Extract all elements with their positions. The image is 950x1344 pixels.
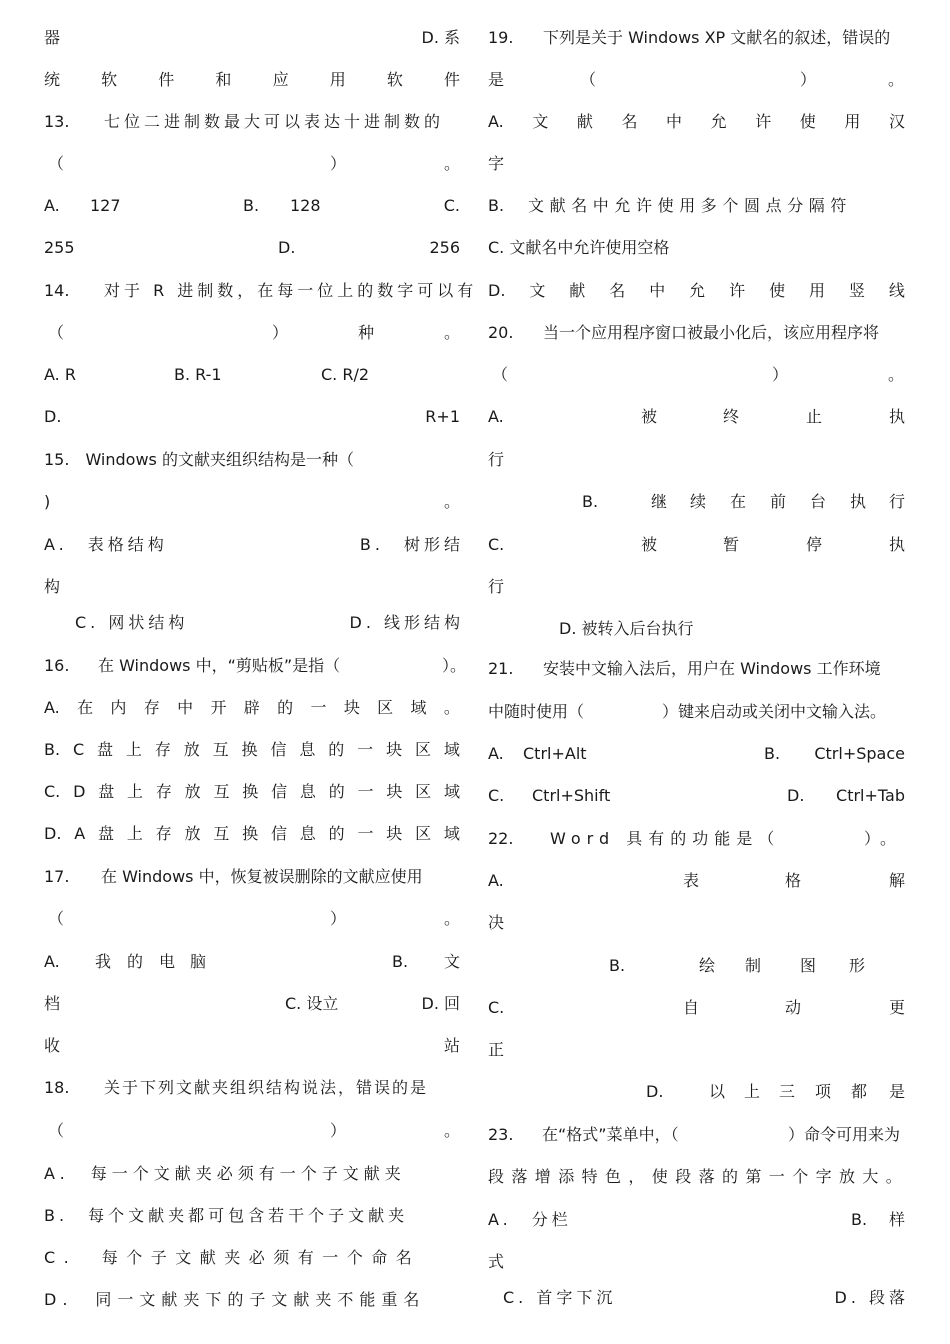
q19-option-c <box>488 236 905 260</box>
text-char: 上 <box>125 740 142 759</box>
paren-close: ） <box>272 323 289 342</box>
text-char: C <box>72 740 85 759</box>
text-char: 更 <box>888 998 905 1017</box>
text-char: 息 <box>299 824 316 843</box>
text-char: 的 <box>328 824 345 843</box>
q20-text: 当一个应用程序窗口被最小化后，该应用程序将 <box>543 323 880 342</box>
text-char: 互 <box>213 782 230 801</box>
text-char: 止 <box>806 407 823 426</box>
text-char: 件 <box>158 70 175 89</box>
option: D. 回 <box>421 994 460 1013</box>
text-char: 统 <box>44 70 61 89</box>
q20-blank <box>488 363 905 387</box>
text-char: 执 <box>888 407 905 426</box>
text-char: 内 <box>110 698 127 717</box>
text-char: 信 <box>271 782 288 801</box>
text-char: 竖 <box>848 281 865 300</box>
text-char: 存 <box>143 698 160 717</box>
option-value: Ctrl+Space <box>814 744 905 763</box>
q14-blank <box>44 321 460 345</box>
q22-option-a <box>488 869 905 893</box>
q19-stem <box>488 26 905 50</box>
text-char: 区 <box>377 698 394 717</box>
text-char: 域 <box>410 698 427 717</box>
text-char: 台 <box>810 492 827 511</box>
text-char: D <box>73 782 86 801</box>
option-label: A. <box>488 871 504 890</box>
option-label: A. <box>488 744 504 763</box>
text-char: 上 <box>126 824 143 843</box>
text-char: 图 <box>800 956 817 975</box>
q15-cont <box>44 575 460 599</box>
text-char: 域 <box>443 740 460 759</box>
paren-open: （ <box>48 323 65 342</box>
text-char: 字 <box>488 154 505 173</box>
option-label: C. <box>488 535 505 554</box>
q21-number: 21. <box>488 659 514 678</box>
q18-option-d <box>44 1288 460 1312</box>
q22-stem <box>488 827 905 851</box>
text-char: 应 <box>272 70 289 89</box>
q12-tail-text: 器 <box>44 28 61 47</box>
option: A. R <box>44 365 76 384</box>
period: 。 <box>444 1121 461 1140</box>
text-char: 前 <box>770 492 787 511</box>
text-char: 格 <box>785 871 802 890</box>
text-char: 用 <box>844 112 861 131</box>
text-char: 的 <box>277 698 294 717</box>
text-char: 的 <box>328 740 345 759</box>
text-char: 区 <box>414 740 431 759</box>
paren-close: ） <box>772 365 789 384</box>
option: D. 段落 <box>834 1288 909 1307</box>
text-char: 换 <box>242 824 259 843</box>
period: 。 <box>444 323 461 342</box>
option: C. 首字下沉 <box>503 1288 617 1307</box>
q22-option-c <box>488 996 905 1020</box>
option-value: 256 <box>429 238 460 257</box>
text-char: 许 <box>755 112 772 131</box>
q17-options-cont2 <box>44 1034 460 1058</box>
q15-text: 15. Windows 的文献夹组织结构是一种（ <box>44 450 354 469</box>
q19-blank <box>488 68 905 92</box>
text-char: 脑 <box>190 952 207 971</box>
option: A. 表格结构 <box>44 535 168 554</box>
q16-stem <box>44 654 467 678</box>
q19-option-b <box>488 194 905 218</box>
q13-text: 七位二进制数最大可以表达十进制数的 <box>104 112 445 131</box>
q15-options <box>44 533 464 557</box>
q20-cont <box>488 448 905 472</box>
option-label: C. <box>443 196 460 215</box>
text-char: 名 <box>621 112 638 131</box>
option-label: C. <box>488 998 505 1017</box>
text-char: 放 <box>184 782 201 801</box>
q19-number: 19. <box>488 28 514 47</box>
period: 。 <box>888 365 905 384</box>
text-char: 样 <box>888 1210 905 1229</box>
q15-blank <box>44 490 460 514</box>
q16-text: 在 Windows 中，“剪贴板”是指（ <box>98 656 341 675</box>
text-char: 一 <box>357 740 374 759</box>
text-char: 名 <box>609 281 626 300</box>
text-char: 用 <box>809 281 826 300</box>
option-label: B. <box>764 744 781 763</box>
period: 。 <box>888 70 905 89</box>
option-value: R+1 <box>425 407 460 426</box>
text-char: 的 <box>127 952 144 971</box>
text-char: 都 <box>851 1082 868 1101</box>
text-char: 式 <box>488 1252 505 1271</box>
q20-cont2 <box>488 575 905 599</box>
text-char: 文 <box>532 112 549 131</box>
option: D. 线形结构 <box>349 613 464 632</box>
option: D. 同一文献夹下的子文献夹不能重名 <box>44 1290 426 1309</box>
text-char: 存 <box>155 824 172 843</box>
q16-option-a <box>44 696 460 720</box>
text-char: 动 <box>785 998 802 1017</box>
text-char: 域 <box>443 824 460 843</box>
option: C. 每个子文献夹必须有一个命名 <box>44 1248 421 1267</box>
q17-options <box>44 950 460 974</box>
q20-option-b <box>488 490 905 514</box>
text-char: 制 <box>745 956 762 975</box>
q21-text: 安装中文输入法后，用户在 Windows 工作环境 <box>543 659 881 678</box>
text-char: 一 <box>310 698 327 717</box>
q18-option-c <box>44 1246 460 1270</box>
text-char: 决 <box>488 913 505 932</box>
text-char: 允 <box>710 112 727 131</box>
option-text: 文献名中允许使用多个圆点分隔符 <box>528 196 853 215</box>
q21-stem <box>488 657 905 681</box>
option-value: Ctrl+Tab <box>836 786 905 805</box>
text-char: 执 <box>850 492 867 511</box>
text-char: 暂 <box>723 535 740 554</box>
text-char: 一 <box>357 782 374 801</box>
q13-options-cont <box>44 236 460 260</box>
q22-option-b <box>488 954 905 978</box>
text-char: 的 <box>328 782 345 801</box>
text-char: 息 <box>299 782 316 801</box>
text-char: 行 <box>888 492 905 511</box>
q14-text: 对于 R 进制数，在每一位上的数字可以有 <box>104 281 478 300</box>
option-label: A. <box>488 112 504 131</box>
text-char: 献 <box>569 281 586 300</box>
q21-options-cd <box>488 784 905 808</box>
q23-stem <box>488 1123 905 1147</box>
text-char: 以 <box>709 1082 726 1101</box>
text-char: 正 <box>488 1040 505 1059</box>
q19-option-a <box>488 110 905 134</box>
text-char: 收 <box>44 1036 61 1055</box>
text: ）键来启动或关闭中文输入法。 <box>662 702 887 721</box>
text-char: 盘 <box>98 782 115 801</box>
paren-close: ） <box>800 70 817 89</box>
q15-options-cd <box>44 611 464 635</box>
option-value: Ctrl+Shift <box>532 786 611 805</box>
option-value: 127 <box>90 196 121 215</box>
paren-open: （ <box>48 909 65 928</box>
option-label: D. <box>646 1082 664 1101</box>
text-char: 使 <box>769 281 786 300</box>
period: 。 <box>444 154 461 173</box>
paren-open: （ <box>492 365 509 384</box>
q14-number: 14. <box>44 281 70 300</box>
paren-close: ） <box>330 1121 347 1140</box>
text-char: 续 <box>690 492 707 511</box>
text-char: A <box>74 824 86 843</box>
text-char: 绘 <box>699 956 716 975</box>
q12-option-d: D. 系 <box>421 28 460 47</box>
option-label: D. <box>488 281 506 300</box>
text-char: 放 <box>183 740 200 759</box>
q23-number: 23. <box>488 1125 514 1144</box>
text: 中随时使用（ <box>488 702 585 721</box>
q18-option-b <box>44 1204 460 1228</box>
text-char: 中 <box>666 112 683 131</box>
text-char: 放 <box>184 824 201 843</box>
text-char: 块 <box>386 740 403 759</box>
text-char: 存 <box>154 740 171 759</box>
q16-option-d <box>44 822 460 846</box>
q17-text: 在 Windows 中，恢复被误删除的文献应使用 <box>101 867 423 886</box>
q20-stem <box>488 321 905 345</box>
q16-option-c <box>44 780 460 804</box>
q18-blank <box>44 1119 460 1143</box>
text-char: 自 <box>683 998 700 1017</box>
paren-open: （ <box>48 154 65 173</box>
option: B. R-1 <box>174 365 222 384</box>
q14-stem <box>44 279 478 303</box>
text-char: 中 <box>649 281 666 300</box>
text-char: 三 <box>779 1082 796 1101</box>
text: 构 <box>44 577 61 596</box>
option-label: B. <box>44 740 61 759</box>
text-char: 信 <box>270 740 287 759</box>
period: 。 <box>444 492 461 511</box>
text-char: 电 <box>159 952 176 971</box>
text-char: 互 <box>213 824 230 843</box>
option: A. 分栏 <box>488 1210 572 1229</box>
option-label: B. <box>392 952 409 971</box>
q22-cont <box>488 911 905 935</box>
q12-options-line <box>44 26 460 50</box>
paren-open: （ <box>580 70 597 89</box>
text-char: 是 <box>888 1082 905 1101</box>
text-char: 使 <box>799 112 816 131</box>
text-char: 上 <box>127 782 144 801</box>
option-label: D. <box>278 238 296 257</box>
period: 。 <box>444 909 461 928</box>
q21-cont <box>488 700 905 724</box>
q17-options-cont <box>44 992 460 1016</box>
q20-option-d <box>488 617 905 641</box>
option-label: C. <box>44 782 61 801</box>
q22-number: 22. <box>488 829 514 848</box>
text: 种 <box>358 323 375 342</box>
text-char: 形 <box>849 956 866 975</box>
q13-blank <box>44 152 460 176</box>
q12-continuation <box>44 68 460 92</box>
option-label: A. <box>488 407 504 426</box>
text-char: 献 <box>576 112 593 131</box>
option-label: A. <box>44 196 60 215</box>
q22-cont2 <box>488 1038 905 1062</box>
q23-cont <box>488 1165 910 1189</box>
text-char: 软 <box>386 70 403 89</box>
text-char: 停 <box>806 535 823 554</box>
text-char: 表 <box>683 871 700 890</box>
q23-cont2 <box>488 1250 905 1274</box>
text-char: 一 <box>357 824 374 843</box>
option-label: B. <box>582 492 599 511</box>
q16-option-b <box>44 738 460 762</box>
text-char: 被 <box>641 535 658 554</box>
q17-stem <box>44 865 460 889</box>
q20-number: 20. <box>488 323 514 342</box>
q22-text: Word 具有的功能是（ <box>550 829 781 848</box>
text-char: 用 <box>329 70 346 89</box>
paren-close: ）。 <box>442 656 467 675</box>
text-char: 许 <box>729 281 746 300</box>
text-char: 换 <box>242 782 259 801</box>
q15-stem <box>44 448 460 472</box>
option: C. 文献名中允许使用空格 <box>488 238 670 257</box>
text-char: 开 <box>210 698 227 717</box>
text-char: 汉 <box>888 112 905 131</box>
text-char: 项 <box>815 1082 832 1101</box>
q18-number: 18. <box>44 1078 70 1097</box>
option-label: D. <box>787 786 805 805</box>
paren-close: ) <box>44 492 51 511</box>
q23-text-cont: ）命令可用来为 <box>788 1125 901 1144</box>
text-char: 站 <box>443 1036 460 1055</box>
q18-stem <box>44 1076 460 1100</box>
text-char: 辟 <box>243 698 260 717</box>
q13-options <box>44 194 460 218</box>
text-char: 在 <box>730 492 747 511</box>
text-char: 中 <box>177 698 194 717</box>
option: B. 树形结 <box>359 535 464 554</box>
text-char: 允 <box>689 281 706 300</box>
option-label: B. <box>609 956 626 975</box>
q13-stem <box>44 110 460 134</box>
text-char: 域 <box>443 782 460 801</box>
option: C. R/2 <box>321 365 370 384</box>
q13-number: 13. <box>44 112 70 131</box>
text-char: 行 <box>488 450 505 469</box>
paren-close: ）。 <box>864 829 905 848</box>
q22-option-d <box>488 1080 905 1104</box>
text-char: 被 <box>641 407 658 426</box>
text-char: 区 <box>415 824 432 843</box>
text-char: 继 <box>651 492 668 511</box>
text-char: 盘 <box>97 740 114 759</box>
option: A. 每一个文献夹必须有一个子文献夹 <box>44 1164 406 1183</box>
q21-options-ab <box>488 742 905 766</box>
q17-number: 17. <box>44 867 70 886</box>
option-label: D. <box>44 824 62 843</box>
text-char: 换 <box>241 740 258 759</box>
text-char: 我 <box>95 952 112 971</box>
q19-cont <box>488 152 905 176</box>
option-label: D. <box>44 407 62 426</box>
text-char: 在 <box>77 698 94 717</box>
text-char: 块 <box>386 824 403 843</box>
q23-options-ab <box>488 1208 905 1232</box>
text-char: 互 <box>212 740 229 759</box>
option: C. 网状结构 <box>75 613 189 632</box>
q14-option-d <box>44 405 460 429</box>
text-char: 块 <box>386 782 403 801</box>
text-char: 盘 <box>97 824 114 843</box>
option: C. 设立 <box>285 994 339 1013</box>
text-char: 块 <box>343 698 360 717</box>
option-label: B. <box>243 196 260 215</box>
q18-option-a <box>44 1162 460 1186</box>
text-char: 信 <box>270 824 287 843</box>
text-char: 上 <box>744 1082 761 1101</box>
option: B. 每个文献夹都可包含若干个子文献夹 <box>44 1206 409 1225</box>
text-char: 文 <box>443 952 460 971</box>
text-char: 是 <box>488 70 505 89</box>
text-char: 。 <box>443 698 460 717</box>
option-value: 255 <box>44 238 75 257</box>
q23-options-cd <box>488 1286 909 1310</box>
q20-option-a <box>488 405 905 429</box>
q16-number: 16. <box>44 656 70 675</box>
q20-option-c <box>488 533 905 557</box>
paren-close: ） <box>330 909 347 928</box>
option-value: 128 <box>290 196 321 215</box>
text-char: 和 <box>215 70 232 89</box>
text: 段落增添特色，使段落的第一个字放大。 <box>488 1167 910 1186</box>
text-char: 存 <box>155 782 172 801</box>
paren-close: ） <box>330 154 347 173</box>
option-label: B. <box>488 196 505 215</box>
text-char: 行 <box>488 577 505 596</box>
q19-text: 下列是关于 Windows XP 文献名的叙述，错误的 <box>543 28 891 47</box>
text-char: 执 <box>888 535 905 554</box>
text-char: 终 <box>723 407 740 426</box>
q17-blank <box>44 907 460 931</box>
q23-text: 在“格式”菜单中，（ <box>542 1125 679 1144</box>
text-char: 文 <box>529 281 546 300</box>
q14-options <box>44 363 460 387</box>
option-label: A. <box>44 698 60 717</box>
text-char: 软 <box>101 70 118 89</box>
q19-option-d <box>488 279 905 303</box>
paren-open: （ <box>48 1121 65 1140</box>
option-label: B. <box>851 1210 868 1229</box>
text-char: 区 <box>415 782 432 801</box>
option-label: A. <box>44 952 60 971</box>
option: D. 被转入后台执行 <box>559 619 694 638</box>
text-char: 息 <box>299 740 316 759</box>
option-value: Ctrl+Alt <box>523 744 587 763</box>
text-char: 线 <box>888 281 905 300</box>
q18-text: 关于下列文献夹组织结构说法，错误的是 <box>104 1078 429 1097</box>
text-char: 解 <box>888 871 905 890</box>
option-label: C. <box>488 786 505 805</box>
text-char: 件 <box>443 70 460 89</box>
text-char: 档 <box>44 994 61 1013</box>
